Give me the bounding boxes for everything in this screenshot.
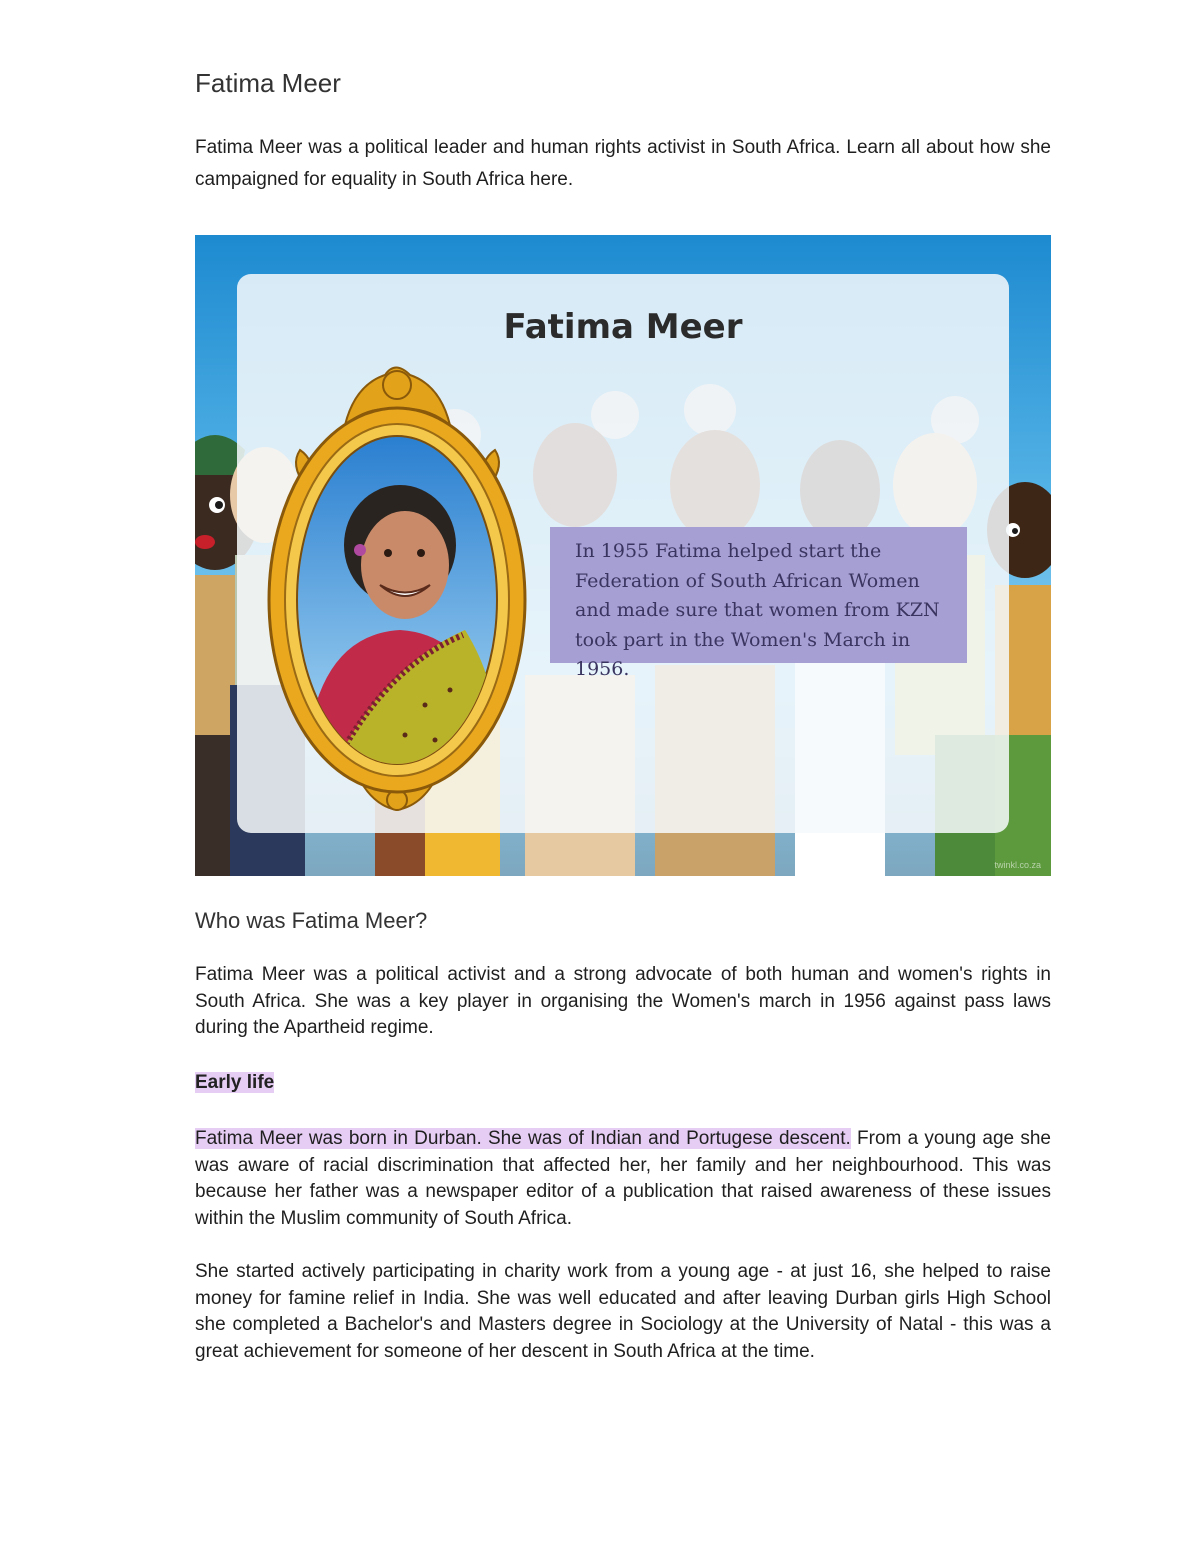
early-life-heading [195,1070,274,1096]
early-life-highlight: Fatima Meer was born in Durban. She was of Indian and Portugese descent. [195,1128,851,1149]
who-paragraph: Fatima Meer was a political activist and a strong advocate of both human and women's rights in South Africa. She was a key player in organising the Women's march in 1956 against pass laws during the Apartheid regime. [195,964,1051,1038]
hero-callout: In 1955 Fatima helped start the Federation of South African Women and made sure that women from KZN took part in the Women's March in 1956. [550,527,967,663]
hero-watermark: twinkl.co.za [994,860,1041,870]
page-title: Fatima Meer [195,68,341,98]
early-life-heading-text: Early life [195,1072,275,1093]
early-life-paragraph-1 [195,1126,1051,1232]
intro-paragraph: Fatima Meer was a political leader and human rights activist in South Africa. Learn all about how she campaigned for equality in South Africa here. [195,137,1051,190]
early-life-paragraph-1-rest: From a young age she was aware of racial discrimination that affected her, her family and her neighbourhood. This was because her father was a newspaper editor of a publication that raised awareness of these issues within the Muslim community of South Africa. [195,1128,1051,1229]
hero-title: Fatima Meer [503,307,743,347]
section-heading: Who was Fatima Meer? [195,908,428,933]
hero-illustration [195,235,1051,876]
early-life-paragraph-2: She started actively participating in charity work from a young age - at just 16, she helped to raise money for famine relief in India. She was well educated and after leaving Durban girls High School she completed a Bachelor's and Masters degree in Sociology at the University of Natal - this was a great achievement for someone of her descent in South Africa at the time. [195,1261,1051,1362]
